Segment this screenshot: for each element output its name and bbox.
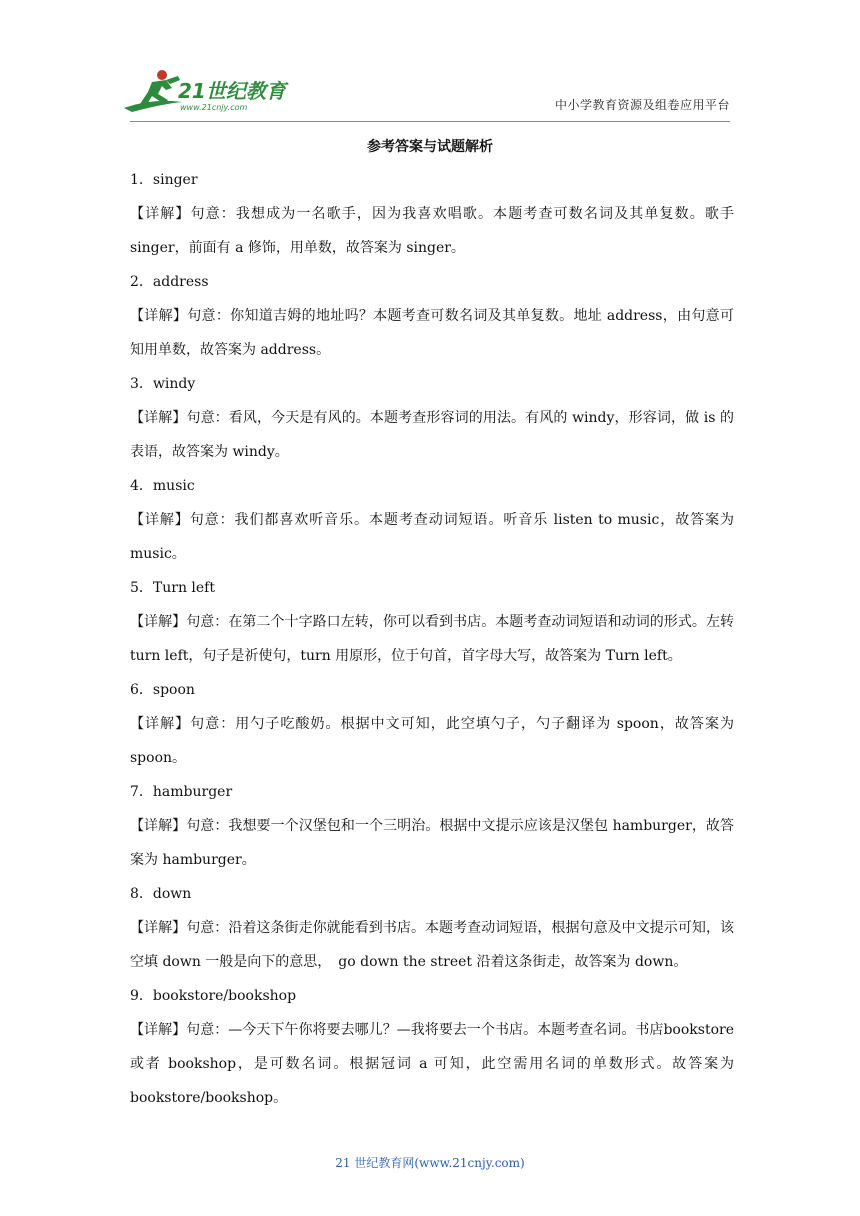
page-header bbox=[0, 0, 860, 124]
answer-item-4 bbox=[130, 469, 734, 571]
answer-item-2 bbox=[130, 265, 734, 367]
footer-link[interactable]: 21 世纪教育网(www.21cnjy.com) bbox=[335, 1156, 525, 1170]
answer-explanation: 【详解】句意：沿着这条街走你就能看到书店。本题考查动词短语，根据句意及中文提示可知，该空填 down 一般是向下的意思， go down the street 沿着这条街走，故答案为 down。 bbox=[130, 920, 734, 970]
answer-text: 5．Turn left bbox=[130, 580, 215, 596]
answer-item-6 bbox=[130, 673, 734, 775]
answer-text: 3．windy bbox=[130, 376, 196, 392]
svg-text:www.21cnjy.com: www.21cnjy.com bbox=[180, 103, 248, 112]
answer-item-9 bbox=[130, 979, 734, 1115]
answer-explanation: 【详解】句意：在第二个十字路口左转，你可以看到书店。本题考查动词短语和动词的形式。左转 turn left，句子是祈使句，turn 用原形，位于句首，首字母大写，故答案为 Turn left。 bbox=[130, 614, 734, 664]
answer-explanation: 【详解】句意：我想要一个汉堡包和一个三明治。根据中文提示应该是汉堡包 hamburger，故答案为 hamburger。 bbox=[130, 818, 734, 868]
answer-explanation: 【详解】句意：我想成为一名歌手，因为我喜欢唱歌。本题考查可数名词及其单复数。歌手singer，前面有 a 修饰，用单数，故答案为 singer。 bbox=[130, 206, 734, 256]
answer-text: 7．hamburger bbox=[130, 784, 233, 800]
answer-explanation: 【详解】句意：我们都喜欢听音乐。本题考查动词短语。听音乐 listen to music，故答案为music。 bbox=[130, 512, 734, 562]
platform-tagline: 中小学教育资源及组卷应用平台 bbox=[554, 98, 730, 112]
answer-text: 2．address bbox=[130, 274, 209, 290]
answer-text: 8．down bbox=[130, 886, 192, 902]
answer-text: 9．bookstore/bookshop bbox=[130, 988, 297, 1004]
answer-text: 4．music bbox=[130, 478, 195, 494]
answer-item-8 bbox=[130, 877, 734, 979]
document-title: 参考答案与试题解析 bbox=[367, 139, 493, 155]
site-logo[interactable] bbox=[122, 68, 292, 116]
answer-item-1 bbox=[130, 163, 734, 265]
answer-explanation: 【详解】句意：—今天下午你将要去哪儿？—我将要去一个书店。本题考查名词。书店bookstore 或者 bookshop，是可数名词。根据冠词 a 可知，此空需用名词的单数形式。故答案为 bookstore/bookshop。 bbox=[130, 1022, 734, 1106]
answer-explanation: 【详解】句意：用勺子吃酸奶。根据中文可知，此空填勺子，勺子翻译为 spoon，故答案为spoon。 bbox=[130, 716, 734, 766]
logo-runner-icon bbox=[122, 68, 292, 116]
answer-item-7 bbox=[130, 775, 734, 877]
answer-list bbox=[130, 163, 734, 1115]
answer-text: 6．spoon bbox=[130, 682, 195, 698]
answer-explanation: 【详解】句意：你知道吉姆的地址吗？本题考查可数名词及其单复数。地址 address，由句意可知用单数，故答案为 address。 bbox=[130, 308, 734, 358]
answer-item-3 bbox=[130, 367, 734, 469]
svg-text:21世纪教育: 21世纪教育 bbox=[178, 79, 286, 103]
answer-text: 1．singer bbox=[130, 172, 198, 188]
answer-item-5 bbox=[130, 571, 734, 673]
answer-explanation: 【详解】句意：看风，今天是有风的。本题考查形容词的用法。有风的 windy，形容词，做 is 的表语，故答案为 windy。 bbox=[130, 410, 734, 460]
header-divider bbox=[130, 121, 730, 122]
